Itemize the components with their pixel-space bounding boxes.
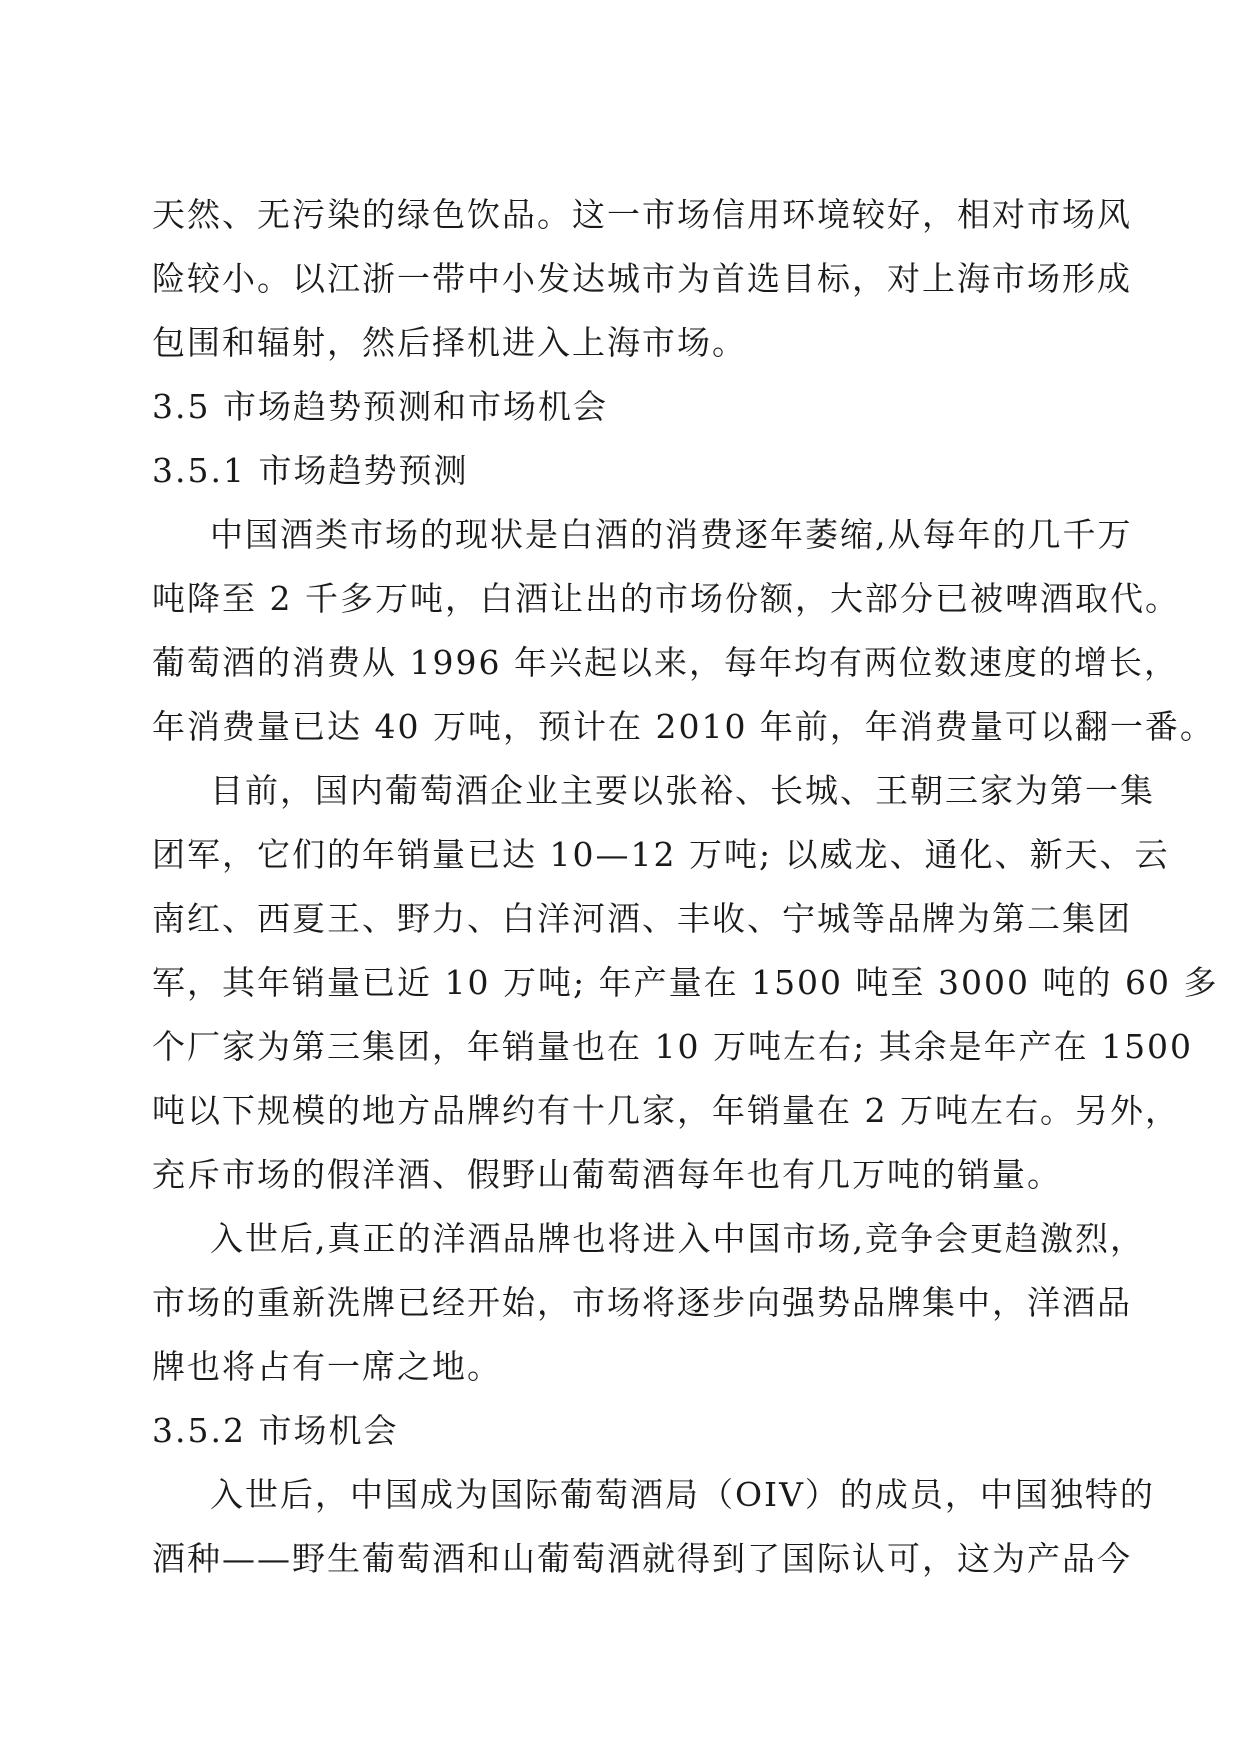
text-line: 包围和辐射，然后择机进入上海市场。 [152,323,747,362]
text-line: 险较小。以江浙一带中小发达城市为首选目标，对上海市场形成 [152,259,1132,298]
heading-text: 3.5 市场趋势预测和市场机会 [152,387,608,426]
text-line: 吨降至 2 千多万吨，白酒让出的市场份额，大部分已被啤酒取代。 [152,579,1180,618]
paragraph-market-status [152,503,1215,759]
text-line: 军，其年销量已近 10 万吨; 年产量在 1500 吨至 3000 吨的 60 多 [152,963,1219,1002]
text-line: 中国酒类市场的现状是白酒的消费逐年萎缩,从每年的几千万 [210,515,1133,554]
heading-text: 3.5.1 市场趋势预测 [152,451,469,490]
section-heading-3-5-1 [152,439,1092,503]
text-line: 入世后,真正的洋酒品牌也将进入中国市场,竞争会更趋激烈， [210,1219,1145,1258]
text-line: 团军，它们的年销量已达 10—12 万吨; 以威龙、通化、新天、云 [152,835,1170,874]
text-line: 牌也将占有一席之地。 [152,1347,502,1386]
text-line: 南红、西夏王、野力、白洋河酒、丰收、宁城等品牌为第二集团 [152,899,1132,938]
paragraph-intro [152,183,1132,375]
section-heading-3-5 [152,375,1092,439]
text-line: 年消费量已达 40 万吨，预计在 2010 年前，年消费量可以翻一番。 [152,707,1215,746]
text-line: 充斥市场的假洋酒、假野山葡萄酒每年也有几万吨的销量。 [152,1155,1062,1194]
paragraph-domestic-brands [152,759,1219,1207]
paragraph-wto-competition [152,1207,1145,1399]
text-line: 天然、无污染的绿色饮品。这一市场信用环境较好，相对市场风 [152,195,1132,234]
text-line: 吨以下规模的地方品牌约有十几家，年销量在 2 万吨左右。另外， [152,1091,1180,1130]
text-line: 个厂家为第三集团，年销量也在 10 万吨左右; 其余是年产在 1500 [152,1027,1194,1066]
text-line: 目前，国内葡萄酒企业主要以张裕、长城、王朝三家为第一集 [210,771,1155,810]
text-line: 酒种——野生葡萄酒和山葡萄酒就得到了国际认可，这为产品今 [152,1539,1132,1578]
text-line: 葡萄酒的消费从 1996 年兴起以来，每年均有两位数速度的增长， [152,643,1179,682]
text-line: 入世后，中国成为国际葡萄酒局（OIV）的成员，中国独特的 [210,1475,1155,1514]
paragraph-market-opportunity [152,1463,1155,1591]
heading-text: 3.5.2 市场机会 [152,1411,399,1450]
section-heading-3-5-2 [152,1399,1092,1463]
text-line: 市场的重新洗牌已经开始，市场将逐步向强势品牌集中，洋酒品 [152,1283,1132,1322]
document-body [152,183,1219,1591]
